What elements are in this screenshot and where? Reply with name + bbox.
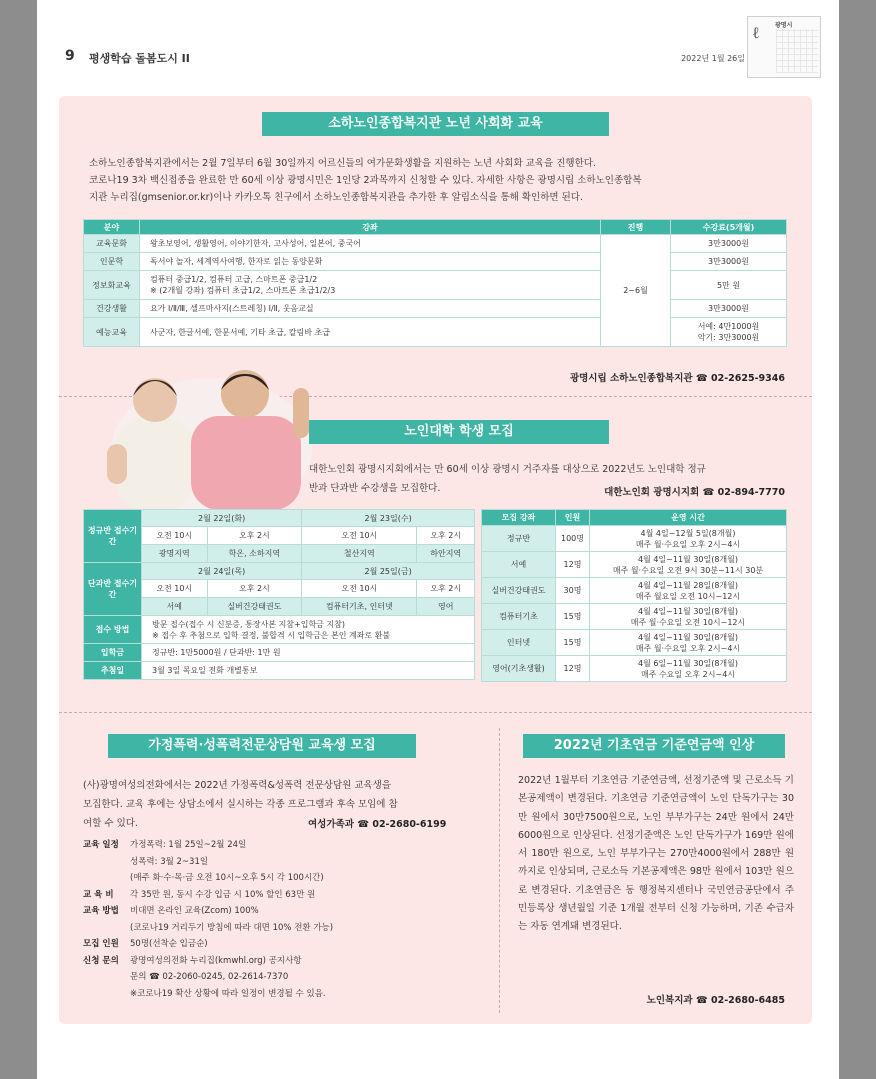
s2-course-table: 모집 강좌 인원 운영 시간 정규반 100명 4월 4일~12월 5일(8개월) 매주 월·수요일 오후 2시~4시 서예 12명 4월 4일~11월 30일(8개월) 매주 월·수요일 오전 9시 30분~11시 30분 실버건강태권도 30명 4월 4일~11월 28일(8개월) 매주 월요일 오전 10시~12시 컴퓨터기초 15명 4월 4일~11월 30일(8개월) 매주 월·수요일 오전 10시~12시 인터넷 15명 4월 4일~11월 30일(8개월) 매주 월·수요일 오후 2시~4시 영어(기초생활) 12명 4월 6일~11월 30일(8개월) 매주 수요일 오후 2시~4시	[481, 509, 787, 682]
s1-title: 소하노인종합복지관 노년 사회화 교육	[262, 112, 609, 136]
s4-title: 2022년 기초연금 기준연금액 인상	[523, 734, 785, 758]
seniors-photo	[107, 358, 317, 510]
s3-contact: 여성가족과 ☎ 02-2680-6199	[308, 819, 447, 830]
s1-course-table: 분야 강좌 진행 수강료(5개월) 교육문화 왕초보영어, 생활영어, 이야기한자, 고사성어, 일본어, 중국어 2~6월 3만3000원 인문학 독서야 놀자, 세계역사여행, 한자로 읽는 동양문화 3만3000원 정보화교육 컴퓨터 중급1/2, 컴퓨터 고급, 스마트폰 중급1/2 ※ (2개월 강좌) 컴퓨터 초급1/2, 스마트폰 초급1/2/3 5만 원 건강생활 요가 Ⅰ/Ⅱ/Ⅲ, 셀프마사지(스트레칭) Ⅰ/Ⅱ, 웃음교실 3만3000원 예능교육 사군자, 한글서예, 한문서예, 기타 초급, 칼림바 초급 서예: 4만1000원 악기: 3만3000원	[83, 219, 787, 347]
page	[37, 0, 839, 1079]
page-number: 9	[65, 48, 75, 64]
column-divider	[499, 728, 500, 1013]
logo-mark-icon: ℓ	[752, 23, 760, 42]
logo-text: 광명시	[775, 22, 793, 29]
s2-intro1: 대한노인회 광명시지회에서는 만 60세 이상 광명시 거주자를 대상으로 2022년도 노인대학 정규	[309, 464, 706, 475]
s1-intro: 소하노인종합복지관에서는 2월 7일부터 6월 30일까지 어르신들의 여가문화생활을 지원하는 노년 사회화 교육을 진행한다. 코로나19 3차 백신접종을 완료한 만 60세 이상 광명시민은 1인당 2과목까지 신청할 수 있다. 자세한 사항은 광명시립 소하노인종합복 지관 누리집(gmsenior.or.kr)이나 카카오톡 친구에서 소하노인종합복지관을 추가한 후 알림소식을 통해 확인하면 된다.	[89, 158, 642, 203]
s3-intro: (사)광명여성의전화에서는 2022년 가정폭력&성폭력 전문상담원 교육생을 모집한다. 교육 후에는 상담소에서 실시하는 각종 프로그램과 후속 모임에 참 여할 수 있다.	[83, 780, 398, 829]
logo-grid	[776, 29, 818, 73]
s2-schedule-table: 정규반 접수기간 2월 22일(화) 2월 23일(수) 오전 10시 오후 2시 오전 10시 오후 2시 광명지역 학온, 소하지역 철산지역 하안지역 단과반 접수기간 2월 24일(목) 2월 25일(금) 오전 10시 오후 2시 오전 10시 오후 2시 서예 실버건강태권도 컴퓨터기초, 인터넷 영어 접수 방법 방문 접수(접수 시 신분증, 통장사본 지참+입학금 지참) ※ 접수 후 추첨으로 입학 결정, 불합격 시 입학금은 본인 계좌로 환불 입학금 정규반: 1만5000원 / 단과반: 1만 원 추첨일 3월 3일 목요일 전화 개별통보	[83, 509, 475, 680]
section-title: 평생학습 돌봄도시 II	[89, 52, 190, 65]
s2-contact: 대한노인회 광명시지회 ☎ 02-894-7770	[604, 487, 785, 498]
divider	[59, 712, 812, 713]
issue-date: 2022년 1월 26일	[681, 54, 745, 63]
s3-title: 가정폭력·성폭력전문상담원 교육생 모집	[108, 734, 416, 758]
masthead-logo	[747, 16, 821, 78]
s1-period: 2~6월	[601, 235, 671, 347]
s4-contact: 노인복지과 ☎ 02-2680-6485	[646, 995, 785, 1006]
s2-title: 노인대학 학생 모집	[309, 420, 609, 444]
s3-info-list: 교육 일정 가정폭력: 1월 25일~2월 24일 성폭력: 3월 2~31일 (매주 화·수·목·금 오전 10시~오후 5시 각 100시간) 교 육 비 각 35만 원, 동시 수강 입금 시 10% 할인 63만 원 교육 방법 비대면 온라인 교육(Zcom) 100% (코로나19 거리두기 방침에 따라 대면 10% 전환 가능) 모집 인원 50명(선착순 입금순) 신청 문의 광명여성의전화 누리집(kmwhl.org) 공지사항 문의 ☎ 02-2060-0245, 02-2614-7370 ※코로나19 확산 상황에 따라 일정이 변경될 수 있음.	[83, 840, 334, 999]
s2-intro2: 반과 단과반 수강생을 모집한다.	[309, 483, 441, 494]
s1-contact: 광명시립 소하노인종합복지관 ☎ 02-2625-9346	[569, 373, 785, 384]
s4-body: 2022년 1월부터 기초연금 기준연금액, 선정기준액 및 근로소득 기본공제액이 변경된다. 기초연금 기준연금액이 노인 단독가구는 30만 원에서 30만7500원으로, 노인 부부가구는 24만 원에서 24만6000원으로 인상된다. 선정기준액은 노인 단독가구가 169만 원에서 180만 원으로, 노인 부부가구는 270만4000원에서 288만 원까지로 인상되며, 근로소득 기본공제액은 98만 원에서 103만 원으로 변경된다. 기초연금은 동 행정복지센터나 국민연금공단에서 주민등록상 생년월일 기준 1개월 전부터 신청 가능하며, 기존 수급자는 자동 연계돼 변경된다.	[518, 775, 794, 933]
